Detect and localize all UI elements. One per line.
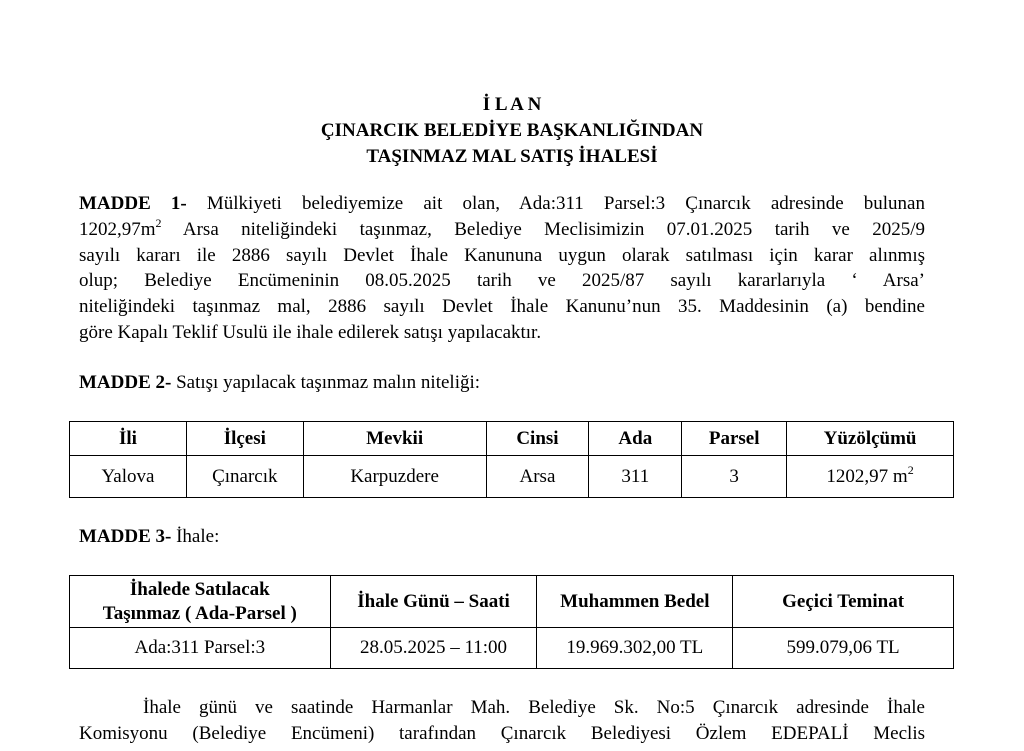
cell-il: Yalova	[70, 456, 187, 498]
property-table-row	[70, 456, 954, 498]
area-value: 1202,97 m	[826, 465, 908, 487]
property-table-header-row	[70, 422, 954, 456]
madde-3-label: MADDE 3-	[79, 526, 172, 547]
tender-table-header-row	[70, 576, 954, 628]
madde-1-line-6: göre Kapalı Teklif Usulü ile ihale edilerek satışı yapılacaktır.	[79, 321, 542, 343]
cell-cins: Arsa	[486, 456, 589, 498]
issuer-title: ÇINARCIK BELEDİYE BAŞKANLIĞINDAN	[320, 120, 704, 141]
header-property-line-2: Taşınmaz ( Ada-Parsel )	[102, 602, 297, 624]
madde-1-line-4: olup; Belediye Encümeninin 08.05.2025 tarih ve 2025/87 sayılı kararlarıyla ‘ Arsa’	[79, 270, 925, 292]
header-il: İli	[70, 422, 187, 456]
header-mevki: Mevkii	[303, 422, 486, 456]
tender-location-paragraph	[79, 695, 925, 747]
madde-1-paragraph	[79, 191, 925, 346]
cell-parsel: 3	[682, 456, 787, 498]
cell-mevki: Karpuzdere	[303, 456, 486, 498]
property-table	[69, 421, 954, 498]
madde-3-heading	[79, 524, 925, 550]
last-paragraph-line-1: İhale günü ve saatinde Harmanlar Mah. Belediye Sk. No:5 Çınarcık adresinde İhale	[143, 697, 925, 718]
madde-1-area: 1202,97m	[79, 218, 156, 240]
cell-property: Ada:311 Parsel:3	[70, 628, 331, 669]
last-paragraph-line-2: Komisyonu (Belediye Encümeni) tarafından Çınarcık Belediyesi Özlem EDEPALİ Meclis	[79, 722, 925, 744]
tender-title: TAŞINMAZ MAL SATIŞ İHALESİ	[366, 146, 658, 167]
madde-1-label: MADDE 1-	[79, 193, 187, 214]
madde-2-text: Satışı yapılacak taşınmaz malın niteliği:	[176, 372, 481, 393]
cell-yuzolcum	[787, 456, 954, 498]
tender-table-row	[70, 628, 954, 669]
header-parsel: Parsel	[682, 422, 787, 456]
header-property	[70, 576, 331, 628]
cell-ilce: Çınarcık	[186, 456, 303, 498]
cell-date-time: 28.05.2025 – 11:00	[330, 628, 537, 669]
header-date-time: İhale Günü – Saati	[330, 576, 537, 628]
header-ada: Ada	[589, 422, 682, 456]
header-cins: Cinsi	[486, 422, 589, 456]
announcement-title: İ L A N	[482, 94, 542, 115]
header-deposit: Geçici Teminat	[733, 576, 954, 628]
madde-1-area-sup: 2	[155, 215, 162, 230]
madde-2-heading	[79, 370, 925, 396]
header-ilce: İlçesi	[186, 422, 303, 456]
madde-1-line-2: Arsa niteliğindeki taşınmaz, Belediye Meclisimizin 07.01.2025 tarih ve 2025/9	[182, 218, 926, 240]
header-estimated-price: Muhammen Bedel	[537, 576, 733, 628]
cell-estimated-price: 19.969.302,00 TL	[537, 628, 733, 669]
madde-1-line-5: niteliğindeki taşınmaz mal, 2886 sayılı Devlet İhale Kanunu’nun 35. Maddesinin (a) bendine	[79, 296, 925, 318]
header-property-line-1: İhalede Satılacak	[129, 578, 270, 600]
cell-ada: 311	[589, 456, 682, 498]
madde-2-label: MADDE 2-	[79, 372, 172, 393]
madde-3-text: İhale:	[176, 526, 220, 547]
cell-deposit: 599.079,06 TL	[733, 628, 954, 669]
madde-1-line-3: sayılı kararı ile 2886 sayılı Devlet İhale Kanununa uygun olarak satılması için karar alınmış	[79, 244, 925, 266]
header-yuzolcum: Yüzölçümü	[787, 422, 954, 456]
tender-table	[69, 575, 954, 669]
madde-1-line-1: Mülkiyeti belediyemize ait olan, Ada:311 Parsel:3 Çınarcık adresinde bulunan	[206, 193, 925, 214]
area-unit-sup: 2	[907, 462, 914, 477]
